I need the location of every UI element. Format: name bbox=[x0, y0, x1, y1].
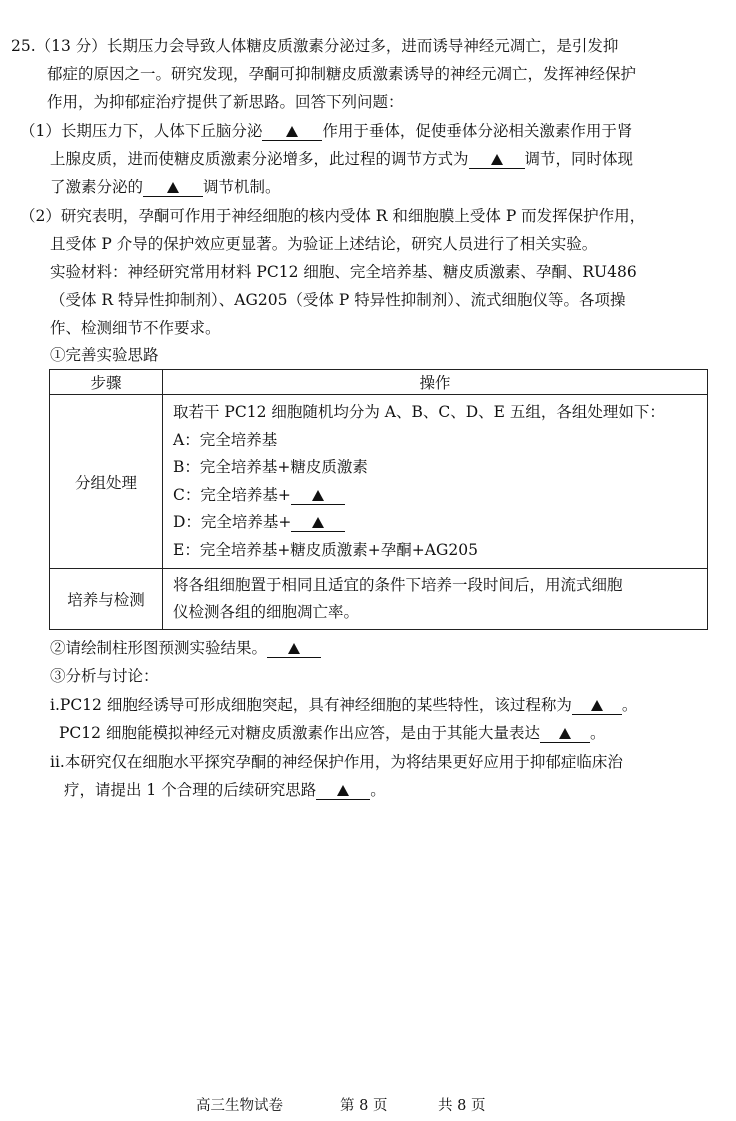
triangle-icon bbox=[312, 517, 324, 528]
table-row bbox=[50, 395, 708, 569]
triangle-icon bbox=[288, 643, 300, 654]
part1-text: （1）长期压力下，人体下丘脑分泌 bbox=[20, 122, 263, 140]
materials-line-1: 实验材料：神经研究常用材料 PC12 细胞、完全培养基、糖皮质激素、孕酮、RU486 bbox=[50, 263, 637, 281]
step-grouping: 分组处理 bbox=[50, 395, 163, 569]
part1-text: 调节，同时体现 bbox=[524, 150, 634, 168]
sub3-text: i.PC12 细胞经诱导可形成细胞突起，具有神经细胞的某些特性，该过程称为 bbox=[50, 696, 572, 714]
answer-blank[interactable] bbox=[262, 122, 322, 141]
answer-blank[interactable] bbox=[291, 513, 345, 532]
part1-line-2 bbox=[50, 148, 633, 170]
group-a: A：完全培养基 bbox=[173, 430, 278, 449]
triangle-icon bbox=[167, 182, 179, 193]
footer-page: 第 8 页 bbox=[340, 1098, 388, 1114]
question-line-3: 作用，为抑郁症治疗提供了新思路。回答下列问题： bbox=[47, 93, 404, 111]
part1-text: 调节机制。 bbox=[203, 178, 281, 196]
answer-blank[interactable] bbox=[572, 696, 622, 715]
period-mark: 。 bbox=[621, 696, 638, 714]
culture-op-line: 将各组细胞置于相同且适宜的条件下培养一段时间后，用流式细胞 bbox=[173, 576, 623, 594]
question-intro: 长期压力会导致人体糖皮质激素分泌过多，进而诱导神经元凋亡，是引发抑 bbox=[106, 37, 619, 55]
part1-text: 作用于垂体，促使垂体分泌相关激素作用于肾 bbox=[322, 122, 633, 140]
group-d bbox=[173, 509, 707, 537]
grouping-operation bbox=[163, 395, 708, 569]
materials-line-2: （受体 R 特异性抑制剂）、AG205（受体 P 特异性抑制剂）、流式细胞仪等。各项操 bbox=[50, 291, 626, 309]
footer-subject: 高三生物试卷 bbox=[196, 1098, 283, 1114]
group-d-text: D：完全培养基+ bbox=[173, 513, 292, 531]
sub3-i-line-2 bbox=[59, 722, 605, 744]
period-mark: 。 bbox=[589, 724, 606, 742]
triangle-icon bbox=[559, 728, 571, 739]
triangle-icon bbox=[286, 126, 298, 137]
answer-blank[interactable] bbox=[540, 724, 590, 743]
header-op: 操作 bbox=[163, 370, 708, 395]
header-step: 步骤 bbox=[50, 370, 163, 395]
answer-blank[interactable] bbox=[469, 150, 525, 169]
sub3-text: 疗，请提出 1 个合理的后续研究思路 bbox=[64, 781, 317, 799]
question-score: （13 分） bbox=[35, 37, 107, 55]
group-c bbox=[173, 482, 707, 510]
sub2-text: ②请绘制柱形图预测实验结果。 bbox=[50, 639, 268, 657]
culture-operation bbox=[163, 569, 708, 630]
table-row bbox=[50, 569, 708, 630]
answer-blank[interactable] bbox=[291, 486, 345, 505]
sub3-ii-line-2 bbox=[64, 779, 386, 801]
triangle-icon bbox=[491, 154, 503, 165]
answer-blank[interactable] bbox=[143, 178, 203, 197]
part1-text: 了激素分泌的 bbox=[50, 178, 144, 196]
group-e: E：完全培养基+糖皮质激素+孕酮+AG205 bbox=[173, 540, 478, 559]
materials-line-3: 作、检测细节不作要求。 bbox=[50, 319, 221, 337]
grouping-intro: 取若干 PC12 细胞随机均分为 A、B、C、D、E 五组，各组处理如下： bbox=[173, 403, 665, 421]
sub3-ii-line-1: ii.本研究仅在细胞水平探究孕酮的神经保护作用，为将结果更好应用于抑郁症临床治 bbox=[50, 753, 623, 771]
culture-op-line: 仪检测各组的细胞凋亡率。 bbox=[173, 603, 360, 621]
sub3-i-line-1 bbox=[50, 694, 637, 716]
part2-line-2: 且受体 P 介导的保护效应更显著。为验证上述结论，研究人员进行了相关实验。 bbox=[50, 235, 598, 253]
sub3-title: ③分析与讨论： bbox=[50, 667, 159, 685]
footer-total: 共 8 页 bbox=[438, 1098, 486, 1114]
triangle-icon bbox=[591, 700, 603, 711]
answer-blank[interactable] bbox=[267, 639, 321, 658]
group-c-text: C：完全培养基+ bbox=[173, 485, 291, 504]
part1-line-3 bbox=[50, 176, 281, 198]
group-b: B：完全培养基+糖皮质激素 bbox=[173, 458, 368, 476]
part1-line-1 bbox=[20, 120, 632, 142]
experiment-table bbox=[49, 369, 708, 630]
question-line-2: 郁症的原因之一。研究发现，孕酮可抑制糖皮质激素诱导的神经元凋亡，发挥神经保护 bbox=[47, 65, 637, 83]
table-header-row bbox=[50, 370, 708, 395]
part1-text: 上腺皮质，进而使糖皮质激素分泌增多，此过程的调节方式为 bbox=[50, 150, 469, 168]
question-number: 25. bbox=[11, 37, 36, 55]
question-line-1 bbox=[11, 35, 618, 57]
part2-line-1: （2）研究表明，孕酮可作用于神经细胞的核内受体 R 和细胞膜上受体 P 而发挥保护作用， bbox=[20, 207, 646, 225]
triangle-icon bbox=[312, 490, 324, 501]
period-mark: 。 bbox=[370, 781, 386, 799]
triangle-icon bbox=[337, 785, 349, 796]
sub2-line bbox=[50, 637, 321, 659]
sub1-title: ①完善实验思路 bbox=[50, 346, 159, 364]
sub3-text: PC12 细胞能模拟神经元对糖皮质激素作出应答，是由于其能大量表达 bbox=[59, 724, 540, 742]
answer-blank[interactable] bbox=[316, 781, 370, 800]
step-culture-detect: 培养与检测 bbox=[50, 569, 163, 630]
